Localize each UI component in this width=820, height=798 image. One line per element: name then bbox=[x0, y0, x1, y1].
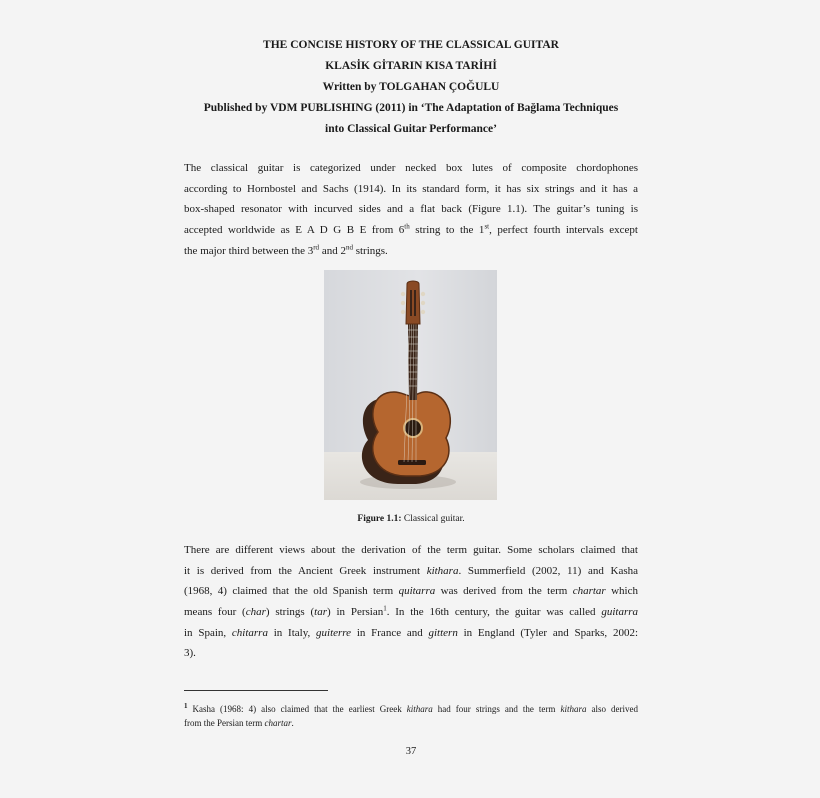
footnote bbox=[184, 703, 638, 730]
text-run: it is derived from the Ancient Greek instrument bbox=[184, 564, 427, 577]
text-run: . In the 16th century, the guitar was called bbox=[386, 606, 602, 619]
italic-term: kithara bbox=[426, 564, 459, 577]
paragraph-etymology bbox=[184, 540, 638, 664]
document-subtitle: KLASİK GİTARIN KISA TARİHİ bbox=[325, 60, 497, 72]
italic-term: gittern bbox=[428, 626, 458, 639]
text-run: in Spain, bbox=[184, 626, 232, 639]
text-run: in Italy, bbox=[267, 626, 317, 639]
text-line bbox=[184, 602, 638, 623]
superscript: rd bbox=[313, 243, 320, 252]
italic-term: quitarra bbox=[398, 585, 436, 598]
text-run: , perfect fourth intervals except bbox=[489, 224, 638, 237]
text-line: There are different views about the derivation of the term guitar. Some scholars claimed that bbox=[184, 544, 638, 556]
italic-term: kithara bbox=[560, 704, 587, 714]
footnote-line bbox=[184, 717, 638, 731]
text-run: was derived from the term bbox=[435, 585, 573, 598]
publisher-line-1: Published by VDM PUBLISHING (2011) in ‘The Adaptation of Bağlama Techniques bbox=[203, 102, 619, 114]
text-line bbox=[184, 561, 638, 582]
text-line bbox=[184, 241, 638, 262]
author-name: TOLGAHAN ÇOĞULU bbox=[379, 81, 500, 93]
text-run: accepted worldwide as E A D G B E from 6 bbox=[184, 224, 405, 237]
page-number: 37 bbox=[405, 746, 417, 757]
text-run: had four strings and the term bbox=[432, 704, 561, 714]
italic-term: chartar bbox=[264, 717, 292, 728]
text-line: The classical guitar is categorized under necked box lutes of composite chordophones bbox=[184, 162, 638, 174]
text-run: . Summerfield (2002, 11) and Kasha bbox=[458, 564, 638, 577]
text-line: box-shaped resonator with incurved sides and a flat back (Figure 1.1). The guitar’s tuning is bbox=[184, 203, 638, 216]
text-run: ) strings ( bbox=[265, 606, 315, 619]
figure-text: Classical guitar. bbox=[401, 514, 465, 524]
superscript: th bbox=[404, 222, 410, 231]
text-run: the major third between the 3 bbox=[184, 244, 314, 257]
footnote-mark: 1 bbox=[184, 702, 188, 710]
figure-label: Figure 1.1: bbox=[357, 514, 402, 524]
text-line bbox=[184, 581, 638, 602]
text-run: string to the 1 bbox=[409, 224, 485, 237]
text-run: and 2 bbox=[319, 244, 346, 257]
italic-term: chitarra bbox=[231, 626, 268, 639]
footnote-line bbox=[184, 703, 638, 717]
text-line: according to Hornbostel and Sachs (1914). In its standard form, it has six strings and it has a bbox=[184, 182, 638, 195]
italic-term: kithara bbox=[406, 704, 433, 714]
superscript: nd bbox=[345, 243, 353, 252]
italic-term: guiterre bbox=[316, 626, 352, 639]
text-run: means four ( bbox=[184, 606, 246, 619]
text-line bbox=[184, 220, 638, 241]
text-run: from the Persian term bbox=[184, 717, 265, 728]
superscript: st bbox=[484, 222, 490, 231]
text-run: which bbox=[605, 585, 638, 598]
footnote-separator bbox=[184, 690, 328, 691]
guitar-photo bbox=[324, 270, 497, 500]
author-prefix: Written by bbox=[322, 81, 380, 93]
author-line bbox=[184, 77, 638, 98]
text-run: . bbox=[291, 717, 294, 728]
text-run: ) in Persian bbox=[327, 606, 384, 619]
italic-term: chartar bbox=[572, 585, 606, 598]
text-run: in England (Tyler and Sparks, 2002: bbox=[457, 626, 639, 639]
text-line bbox=[184, 623, 638, 644]
italic-term: tar bbox=[314, 606, 327, 619]
footnote-reference[interactable]: 1 bbox=[383, 604, 387, 613]
italic-term: char bbox=[245, 606, 266, 619]
text-run: Kasha (1968: 4) also claimed that the earliest Greek bbox=[187, 704, 407, 714]
figure-caption bbox=[184, 512, 638, 526]
text-run: strings. bbox=[352, 244, 388, 257]
document-title: THE CONCISE HISTORY OF THE CLASSICAL GUITAR bbox=[263, 39, 559, 51]
publisher-line-2: into Classical Guitar Performance’ bbox=[325, 123, 497, 135]
classical-guitar-illustration bbox=[324, 270, 497, 500]
italic-term: guitarra bbox=[601, 606, 639, 619]
text-run: in France and bbox=[351, 626, 429, 639]
text-line: 3). bbox=[184, 647, 196, 660]
text-run: also derived bbox=[586, 704, 638, 714]
paragraph-intro bbox=[184, 158, 638, 261]
text-run: (1968, 4) claimed that the old Spanish term bbox=[184, 585, 399, 598]
